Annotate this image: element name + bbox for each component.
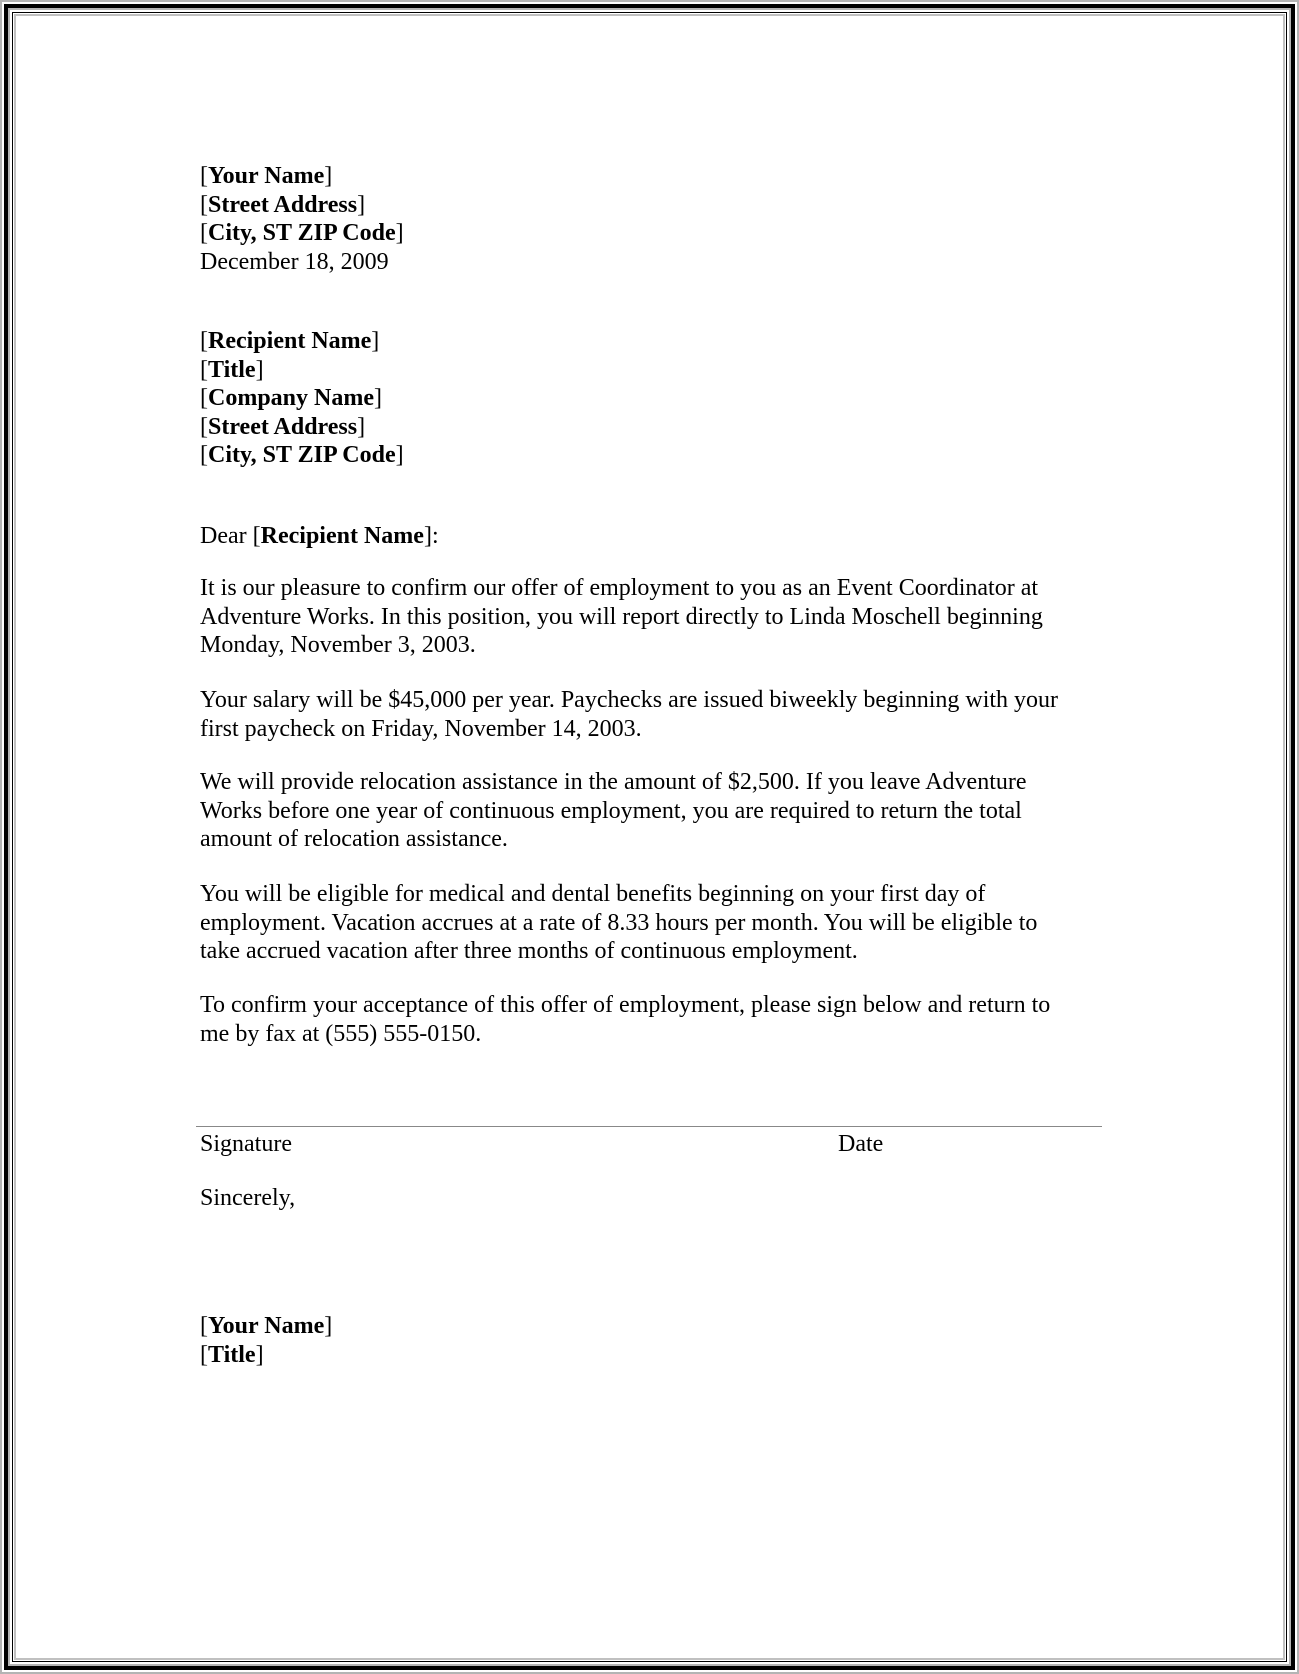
- text-line: amount of relocation assistance.: [200, 826, 508, 853]
- recipient-name: [ Recipient Name ]: [200, 327, 404, 356]
- closing-name: [ Your Name ]: [200, 1312, 332, 1341]
- text-line: Monday, November 3, 2003.: [200, 632, 476, 659]
- signature-label: Signature: [200, 1131, 292, 1157]
- recipient-title: [ Title ]: [200, 356, 404, 385]
- sender-block: [200, 162, 404, 276]
- recipient-city: [ City, ST ZIP Code ]: [200, 441, 404, 470]
- text-line: Adventure Works. In this position, you will report directly to Linda Moschell beginning: [200, 603, 1043, 630]
- letter-date: December 18, 2009: [200, 248, 389, 275]
- paragraph-confirm: [200, 991, 1050, 1048]
- signature-line: [196, 1126, 1102, 1127]
- paragraph-offer: [200, 574, 1043, 660]
- salutation-name: [ Recipient Name ]: [253, 523, 432, 549]
- text-line: To confirm your acceptance of this offer of employment, please sign below and return to: [200, 992, 1051, 1018]
- text-line: take accrued vacation after three months of continuous employment.: [200, 938, 858, 965]
- sender-city: [ City, ST ZIP Code ]: [200, 219, 404, 248]
- text-line: We will provide relocation assistance in the amount of $2,500. If you leave Adventure: [200, 769, 1027, 795]
- salutation: [200, 522, 439, 551]
- paragraph-relocation: [200, 768, 1027, 854]
- sender-street: [ Street Address ]: [200, 191, 404, 220]
- salutation-suffix: :: [431, 523, 439, 549]
- closing-title: [ Title ]: [200, 1341, 332, 1370]
- recipient-company: [ Company Name ]: [200, 384, 404, 413]
- text-line: Works before one year of continuous employment, you are required to return the total: [200, 797, 1022, 824]
- text-line: me by fax at (555) 555-0150.: [200, 1020, 482, 1047]
- paragraph-benefits: [200, 880, 1037, 966]
- date-label: Date: [838, 1131, 884, 1157]
- text-line: first paycheck on Friday, November 14, 2003.: [200, 715, 642, 742]
- closing-block: [200, 1312, 332, 1369]
- text-line: You will be eligible for medical and dental benefits beginning on your first day of: [200, 881, 986, 907]
- text-line: Your salary will be $45,000 per year. Paychecks are issued biweekly beginning with your: [200, 687, 1059, 713]
- text-line: employment. Vacation accrues at a rate of 8.33 hours per month. You will be eligible to: [200, 909, 1038, 936]
- sender-name: [ Your Name ]: [200, 162, 404, 191]
- paragraph-salary: [200, 686, 1058, 743]
- recipient-block: [200, 327, 404, 470]
- salutation-prefix: Dear: [200, 523, 253, 549]
- closing: Sincerely,: [200, 1185, 296, 1211]
- text-line: It is our pleasure to confirm our offer of employment to you as an Event Coordinator at: [200, 575, 1039, 601]
- recipient-street: [ Street Address ]: [200, 413, 404, 442]
